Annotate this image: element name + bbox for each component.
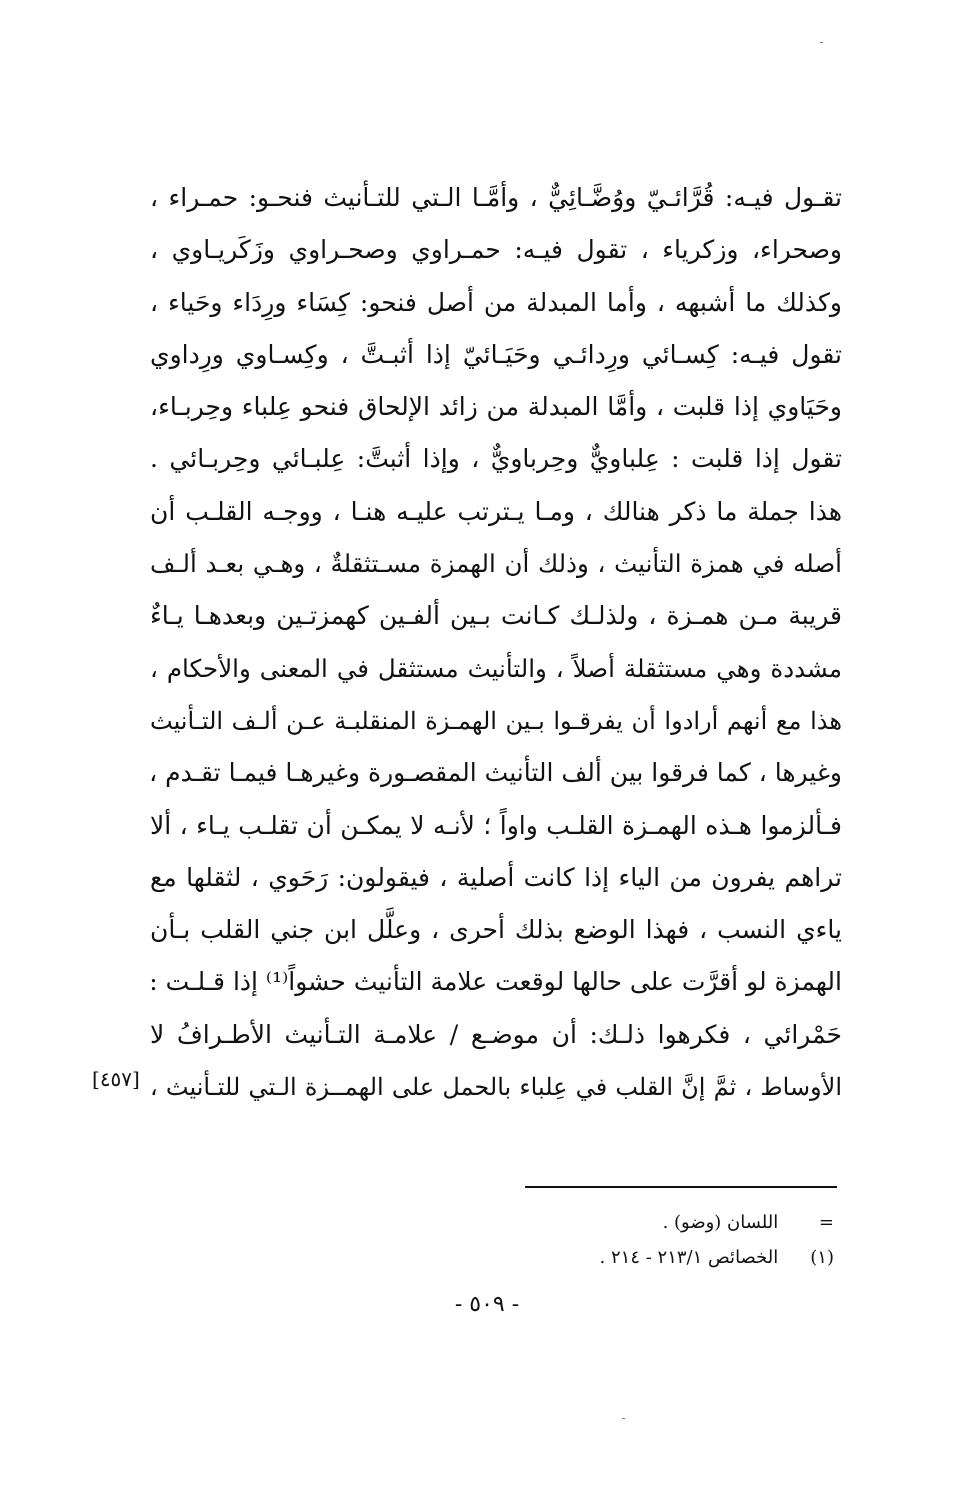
footnote-separator [525,1186,837,1188]
main-text [150,172,842,1113]
text-line: هذا جملة ما ذكر هنالك ، ومـا يـترتب عليـه هنـا ، ووجـه القلـب أن [150,496,842,526]
text-line: ياءي النسب ، فهذا الوضع بذلك أحرى ، وعلَّل ابن جني القلب بـأن [150,915,842,945]
text-line: تقول فيـه: كِسـائي ورِدائـي وحَيَـائيّ إذا أثبـتَّ ، وكِسـاوي ورِداوي [150,339,842,369]
footnote-text: الخصائص ٢١٣/١ - ٢١٤ . [599,1247,779,1268]
text-line: الهمزة لو أقرَّت على حالها لوقعت علامة التأنيث حشواً⁽¹⁾ إذا قـلـت : [149,967,842,997]
text-line: قريبة مـن همـزة ، ولذلـك كـانت بـين ألفـين كهمزتـين وبعدهـا يـاءٌ [150,601,842,631]
text-line: وكذلك ما أشبهه ، وأما المبدلة من أصل فنحو: كِسَاء ورِدَاء وحَياء ، [150,287,842,317]
text-line: مشددة وهي مستثقلة أصلاً ، والتأنيث مستثقل في المعنى والأحكام ، [150,653,842,683]
text-line: الأوساط ، ثمَّ إنَّ القلب في عِلباء بالحمل على الهمــزة الـتي للتـأنيث ، [150,1073,842,1102]
scan-speck [820,42,823,43]
text-line: وحَيَاوي إذا قلبت ، وأمَّا المبدلة من زائد الإلحاق فنحو عِلباء وحِربـاء، [150,392,842,422]
page-number: - ٥٠٩ - [454,1292,520,1317]
text-line: وغيرها ، كما فرقوا بين ألف التأنيث المقصـورة وغيرهـا فيمـا تقـدم ، [149,758,842,788]
footnotes [314,1205,834,1275]
text-line: فـألزموا هـذه الهمـزة القلـب واواً ؛ لأنـه لا يمكـن أن تقلـب يـاء ، ألا [150,810,842,840]
scan-speck [622,1418,625,1419]
footnote-marker: (١) [810,1247,834,1268]
text-line: هذا مع أنهم أرادوا أن يفرقـوا بـين الهمـزة المنقلبـة عـن ألـف التـأنيث [150,706,842,735]
text-line: تراهم يفرون من الياء إذا كانت أصلية ، فيقولون: رَحَوي ، لثقلها مع [150,862,842,892]
footnote-text: اللسان (وضو) . [662,1212,779,1233]
footnote-marker: = [818,1212,834,1233]
margin-page-reference: [٤٥٧] [92,1067,140,1091]
text-line: وصحراء، وزكرياء ، تقول فيـه: حمـراوي وصحـراوي وزَكَريـاوي ، [150,235,842,265]
text-line: أصله في همزة التأنيث ، وذلك أن الهمزة مسـتثقلةٌ ، وهـي بعـد ألـف [150,549,842,579]
footnote [314,1205,834,1240]
text-line: تقـول فيـه: قُرَّائـيّ ووُضَّـائِيٌّ ، وأمَّـا الـتي للتـأنيث فنحـو: حمـراء ، [150,183,842,212]
text-line: تقول إذا قلبت : عِلباويٌّ وحِرباويٌّ ، وإذا أثبتَّ: عِلبـائي وحِربـائي . [150,444,842,474]
text-line: حَمْرائي ، فكرهوا ذلـك: أن موضـع / علامـة التـأنيث الأطـرافُ لا [150,1019,842,1049]
footnote [314,1240,834,1275]
